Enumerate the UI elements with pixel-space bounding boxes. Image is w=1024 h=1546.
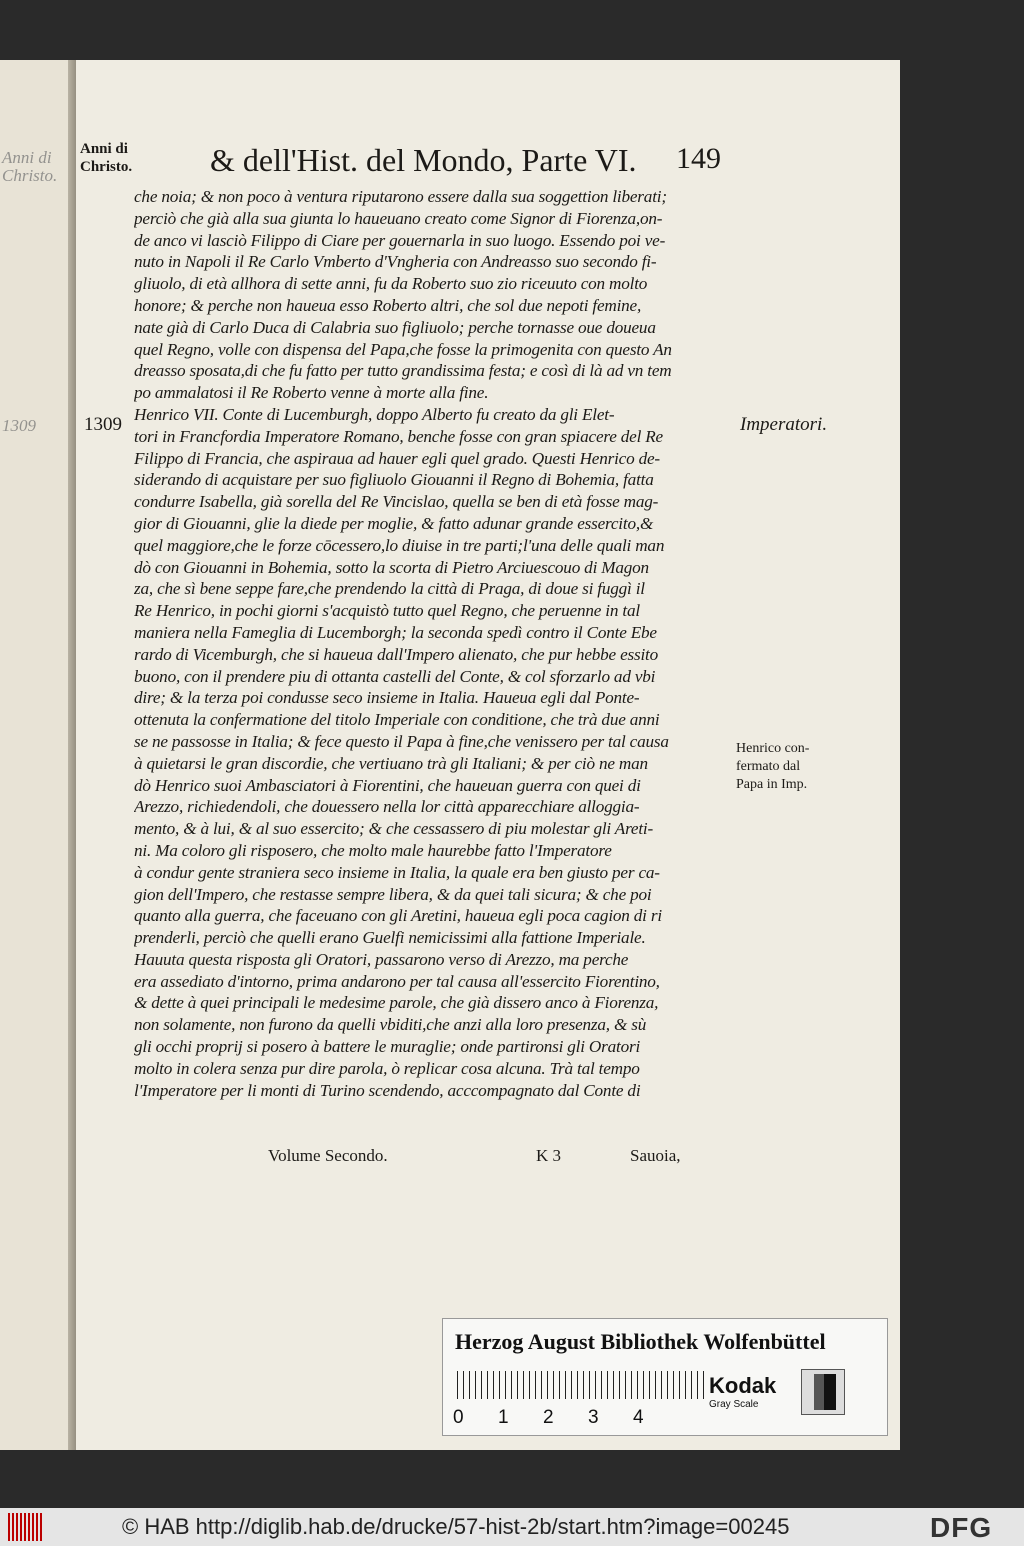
text-line: era assediato d'intorno, prima andarono per tal causa all'essercito Fiorentino, — [134, 971, 660, 991]
text-line: quel maggiore,che le forze cōcessero,lo diuise in tre parti;l'una delle quali man — [134, 535, 665, 555]
marginal-heading-line: Anni di — [80, 141, 128, 157]
ruler-number: 0 — [453, 1407, 464, 1428]
text-line: Arezzo, richiedendoli, che douessero nella lor città apparecchiare alloggia- — [134, 797, 640, 817]
running-head: & dell'Hist. del Mondo, Parte VI. — [210, 142, 637, 178]
text-line: Hauuta questa risposta gli Oratori, passarono verso di Arezzo, ma perche — [134, 949, 629, 969]
text-line: Re Henrico, in pochi giorni s'acquistò tutto quel Regno, che peruenne in tal — [134, 601, 640, 621]
text-line: molto in colera senza pur dire parola, ò replicar cosa alcuna. Trà tal tempo — [134, 1058, 640, 1078]
text-line: condurre Isabella, già sorella del Re Vincislao, quella se ben di età fosse mag- — [134, 492, 659, 512]
text-line: quel Regno, volle con dispensa del Papa,che fosse la primogenita con questo An — [134, 339, 672, 359]
text-line: honore; & perche non haueua esso Roberto altri, che sol due nepoti femine, — [134, 295, 642, 315]
gray-patch — [801, 1369, 845, 1415]
previous-page-edge — [0, 60, 72, 1450]
text-line: po ammalatosi il Re Roberto venne à morte alla fine. — [134, 383, 489, 403]
text-line: dò Henrico suoi Ambasciatori à Fiorentini, che haueuan guerra con quei di — [134, 775, 641, 795]
ruler-scale — [457, 1371, 707, 1399]
card-title: Herzog August Bibliothek Wolfenbüttel — [455, 1329, 826, 1354]
footer-volume: Volume Secondo. — [268, 1146, 388, 1165]
text-line: à quietarsi le gran discordie, che vertiuano trà gli Italiani; & per ciò ne man — [134, 753, 648, 773]
footer-signature: K 3 — [536, 1146, 562, 1165]
marginal-heading-line: Christo. — [80, 159, 133, 175]
copyright-link[interactable]: © HAB http://diglib.hab.de/drucke/57-hist-2b/start.htm?image=00245 — [122, 1514, 790, 1539]
kodak-logo: Kodak — [709, 1373, 777, 1398]
text-line: siderando di acquistare per suo figliuolo Giouanni il Regno di Bohemia, fatta — [134, 470, 654, 490]
prev-page-fragment: Christo. — [2, 166, 58, 185]
kodak-subtitle: Gray Scale — [709, 1399, 759, 1410]
side-note-imperatori: Imperatori. — [740, 414, 828, 435]
text-line: tori in Francfordia Imperatore Romano, benche fosse con gran spiacere del Re — [134, 426, 663, 446]
text-line: gior di Giouanni, glie la diede per moglie, & fatto adunar grande essercito,& — [134, 513, 654, 533]
page-number: 149 — [676, 142, 721, 175]
text-line: quanto alla guerra, che faceuano con gli Aretini, haueua egli poca cagion di ri — [134, 906, 662, 926]
footer-catchword: Sauoia, — [630, 1146, 681, 1165]
text-line: buono, con il prendere piu di ottanta castelli del Conte, & col sforzarlo ad vbi — [134, 666, 656, 686]
prev-page-fragment: Anni di — [2, 148, 52, 167]
text-line: gion dell'Impero, che restasse sempre libera, & da quei tali sicura; & che poi — [134, 884, 652, 904]
text-line: & dette à quei principali le medesime parole, che già dissero anco à Fiorenza, — [134, 993, 659, 1013]
text-line: gliuolo, di età allhora di sette anni, fu da Roberto suo zio riceuuto con molto — [134, 274, 648, 294]
ruler-number: 1 — [498, 1407, 509, 1428]
text-line: mento, & à lui, & al suo essercito; & che cessassero di piu molestar gli Areti- — [134, 819, 654, 839]
text-line: che noia; & non poco à ventura riputarono essere dalla sua soggettion liberati; — [134, 187, 667, 206]
text-line: maniera nella Fameglia di Lucemborgh; la seconda spedì contro il Conte Ebe — [134, 622, 657, 642]
ruler-numbers — [453, 1407, 678, 1429]
text-line: dò con Giouanni in Bohemia, sotto la scorta di Pietro Arciuescouo di Magon — [134, 557, 649, 577]
text-line: rardo di Vicemburgh, che si haueua dall'Impero alienato, che pur hebbe essito — [134, 644, 659, 664]
margin-year: 1309 — [84, 414, 122, 435]
text-line: za, che sì bene seppe fare,che prendendo la città di Praga, di doue si fuggì il — [134, 579, 645, 599]
text-line: non solamente, non furono da quelli vbiditi,che anzi alla loro presenza, & sù — [134, 1015, 647, 1035]
marginal-heading — [80, 140, 132, 176]
side-note-henrico — [736, 740, 809, 794]
text-line: ottenuta la confermatione del titolo Imperiale con conditione, che trà due anni — [134, 710, 660, 730]
text-line: de anco vi lasciò Filippo di Ciare per gouernarla in suo luogo. Essendo poi ve- — [134, 230, 666, 250]
text-line: prenderli, perciò che quelli erano Guelfi nemicissimi alla fattione Imperiale. — [134, 928, 646, 948]
hab-logo-icon — [8, 1513, 44, 1541]
dfg-logo: DFG — [930, 1512, 993, 1543]
text-line: à condur gente straniera seco insieme in Italia, la quale era ben giusto per ca- — [134, 862, 660, 882]
text-line: ni. Ma coloro gli risposero, che molto male haurebbe fatto l'Imperatore — [134, 840, 612, 860]
ruler-number: 2 — [543, 1407, 554, 1428]
ruler-number: 4 — [633, 1407, 644, 1428]
text-line: Filippo di Francia, che aspiraua ad hauer egli quel grado. Questi Henrico de- — [134, 448, 660, 468]
color-calibration-card — [442, 1318, 888, 1436]
body-text — [134, 186, 722, 1101]
ruler-number: 3 — [588, 1407, 599, 1428]
text-line: Henrico VII. Conte di Lucemburgh, doppo Alberto fu creato da gli Elet- — [134, 404, 615, 424]
text-line: se ne passosse in Italia; & fece questo il Papa à fine,che venissero per tal causa — [134, 731, 669, 751]
text-line: nate già di Carlo Duca di Calabria suo figliuolo; perche tornasse oue doueua — [134, 317, 656, 337]
text-line: perciò che già alla sua giunta lo haueuano creato come Signor di Fiorenza,on- — [134, 208, 663, 228]
prev-page-fragment: 1309 — [2, 416, 36, 435]
text-line: dreasso sposata,di che fu fatto per tutto grandissima festa; e così di là ad vn tem — [134, 361, 672, 381]
text-line: nuto in Napoli il Re Carlo Vmberto d'Vngheria con Andreasso suo secondo fi- — [134, 252, 657, 272]
side-note-line: Papa in Imp. — [736, 777, 808, 792]
side-note-line: fermato dal — [736, 759, 801, 774]
text-line: l'Imperatore per li monti di Turino scendendo, acccompagnato dal Conte di — [134, 1080, 641, 1100]
text-line: dire; & la terza poi condusse seco insieme in Italia. Haueua egli dal Ponte- — [134, 688, 640, 708]
footer-bar — [0, 1508, 1024, 1546]
side-note-line: Henrico con- — [736, 741, 810, 756]
text-line: gli occhi proprij si posero à battere le muraglie; onde partironsi gli Oratori — [134, 1037, 641, 1057]
